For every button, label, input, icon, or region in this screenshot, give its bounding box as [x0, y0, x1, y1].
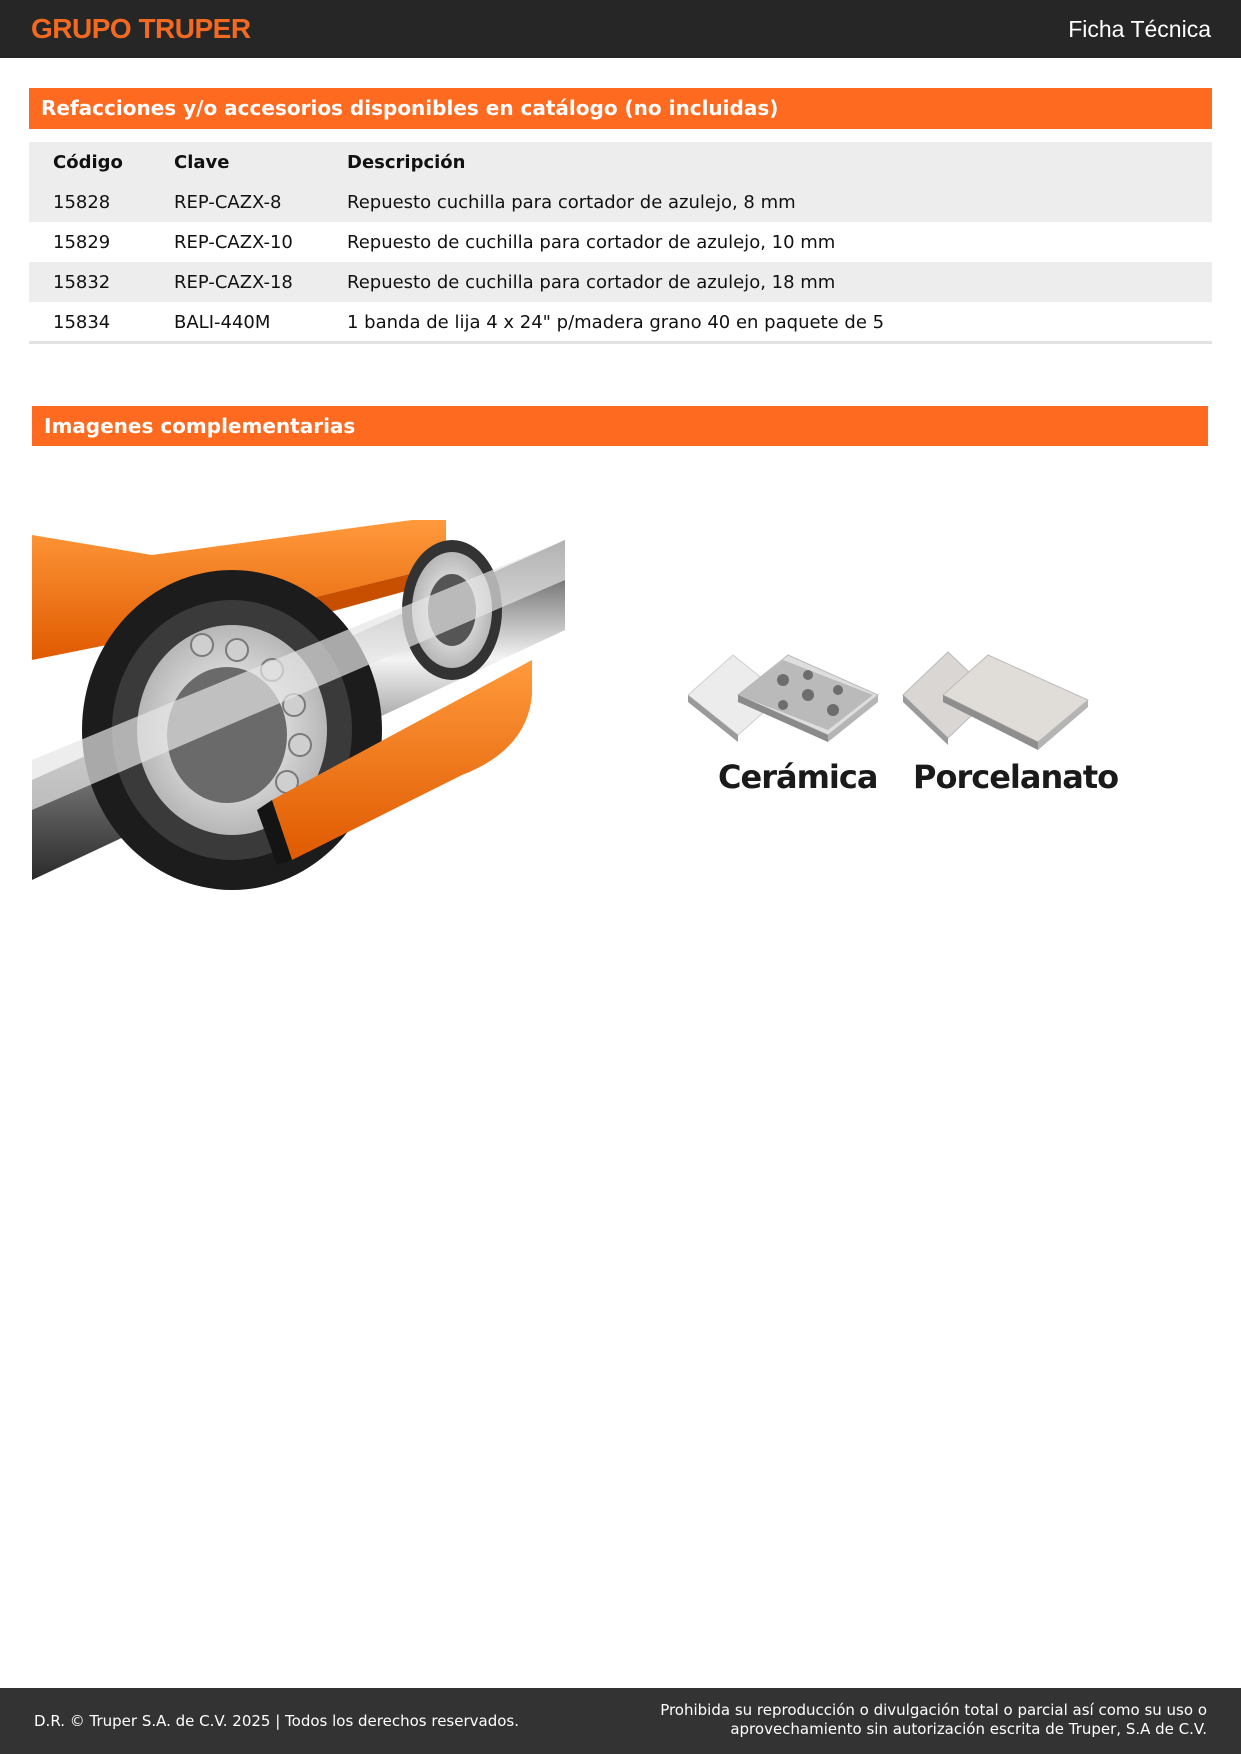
tile-labels — [688, 758, 1119, 806]
porcelanato-tile-icon — [903, 652, 1088, 750]
cell-clave: REP-CAZX-18 — [174, 262, 347, 302]
column-header-descripcion: Descripción — [347, 142, 1212, 182]
cell-codigo: 15832 — [29, 262, 174, 302]
top-header — [0, 0, 1241, 58]
table-row — [29, 302, 1212, 342]
bearing-rail-illustration — [32, 520, 565, 930]
images-section-title: Imagenes complementarias — [32, 406, 1208, 446]
cell-codigo: 15834 — [53, 311, 111, 333]
cell-codigo: 15828 — [29, 182, 174, 222]
cell-clave: REP-CAZX-8 — [174, 182, 347, 222]
tile-label-porcelanato: Porcelanato — [913, 758, 1119, 796]
parts-table — [29, 142, 1212, 342]
table-row — [29, 222, 1212, 262]
brand-logo: GRUPO TRUPER — [31, 13, 251, 44]
parts-section-title: Refacciones y/o accesorios disponibles en catálogo (no incluidas) — [29, 88, 1212, 129]
cell-descripcion: 1 banda de lija 4 x 24" p/madera grano 40 en paquete de 5 — [347, 311, 885, 333]
column-header-clave: Clave — [174, 142, 347, 182]
legal-notice-line-1: Prohibida su reproducción o divulgación total o parcial así como su uso o — [660, 1701, 1207, 1719]
ceramica-tile-icon — [688, 655, 878, 742]
column-header-codigo: Código — [29, 142, 174, 182]
page-footer — [0, 1688, 1241, 1754]
document-type-label: Ficha Técnica — [1068, 16, 1211, 42]
legal-notice — [647, 1701, 1207, 1739]
tile-label-ceramica: Cerámica — [718, 758, 878, 796]
legal-notice-line-2: aprovechamiento sin autorización escrita de Truper, S.A de C.V. — [730, 1720, 1207, 1738]
cell-codigo: 15829 — [53, 231, 111, 253]
cell-descripcion: Repuesto cuchilla para cortador de azulejo, 8 mm — [347, 182, 1212, 222]
table-bottom-rule — [29, 341, 1212, 344]
table-row — [29, 262, 1212, 302]
cell-descripcion: Repuesto de cuchilla para cortador de azulejo, 18 mm — [347, 262, 1212, 302]
cell-clave: REP-CAZX-10 — [174, 231, 293, 253]
table-header-row — [29, 142, 1212, 182]
table-row — [29, 182, 1212, 222]
cell-clave: BALI-440M — [174, 311, 271, 333]
cell-descripcion: Repuesto de cuchilla para cortador de azulejo, 10 mm — [347, 231, 836, 253]
copyright-text: D.R. © Truper S.A. de C.V. 2025 | Todos los derechos reservados. — [34, 1712, 519, 1730]
